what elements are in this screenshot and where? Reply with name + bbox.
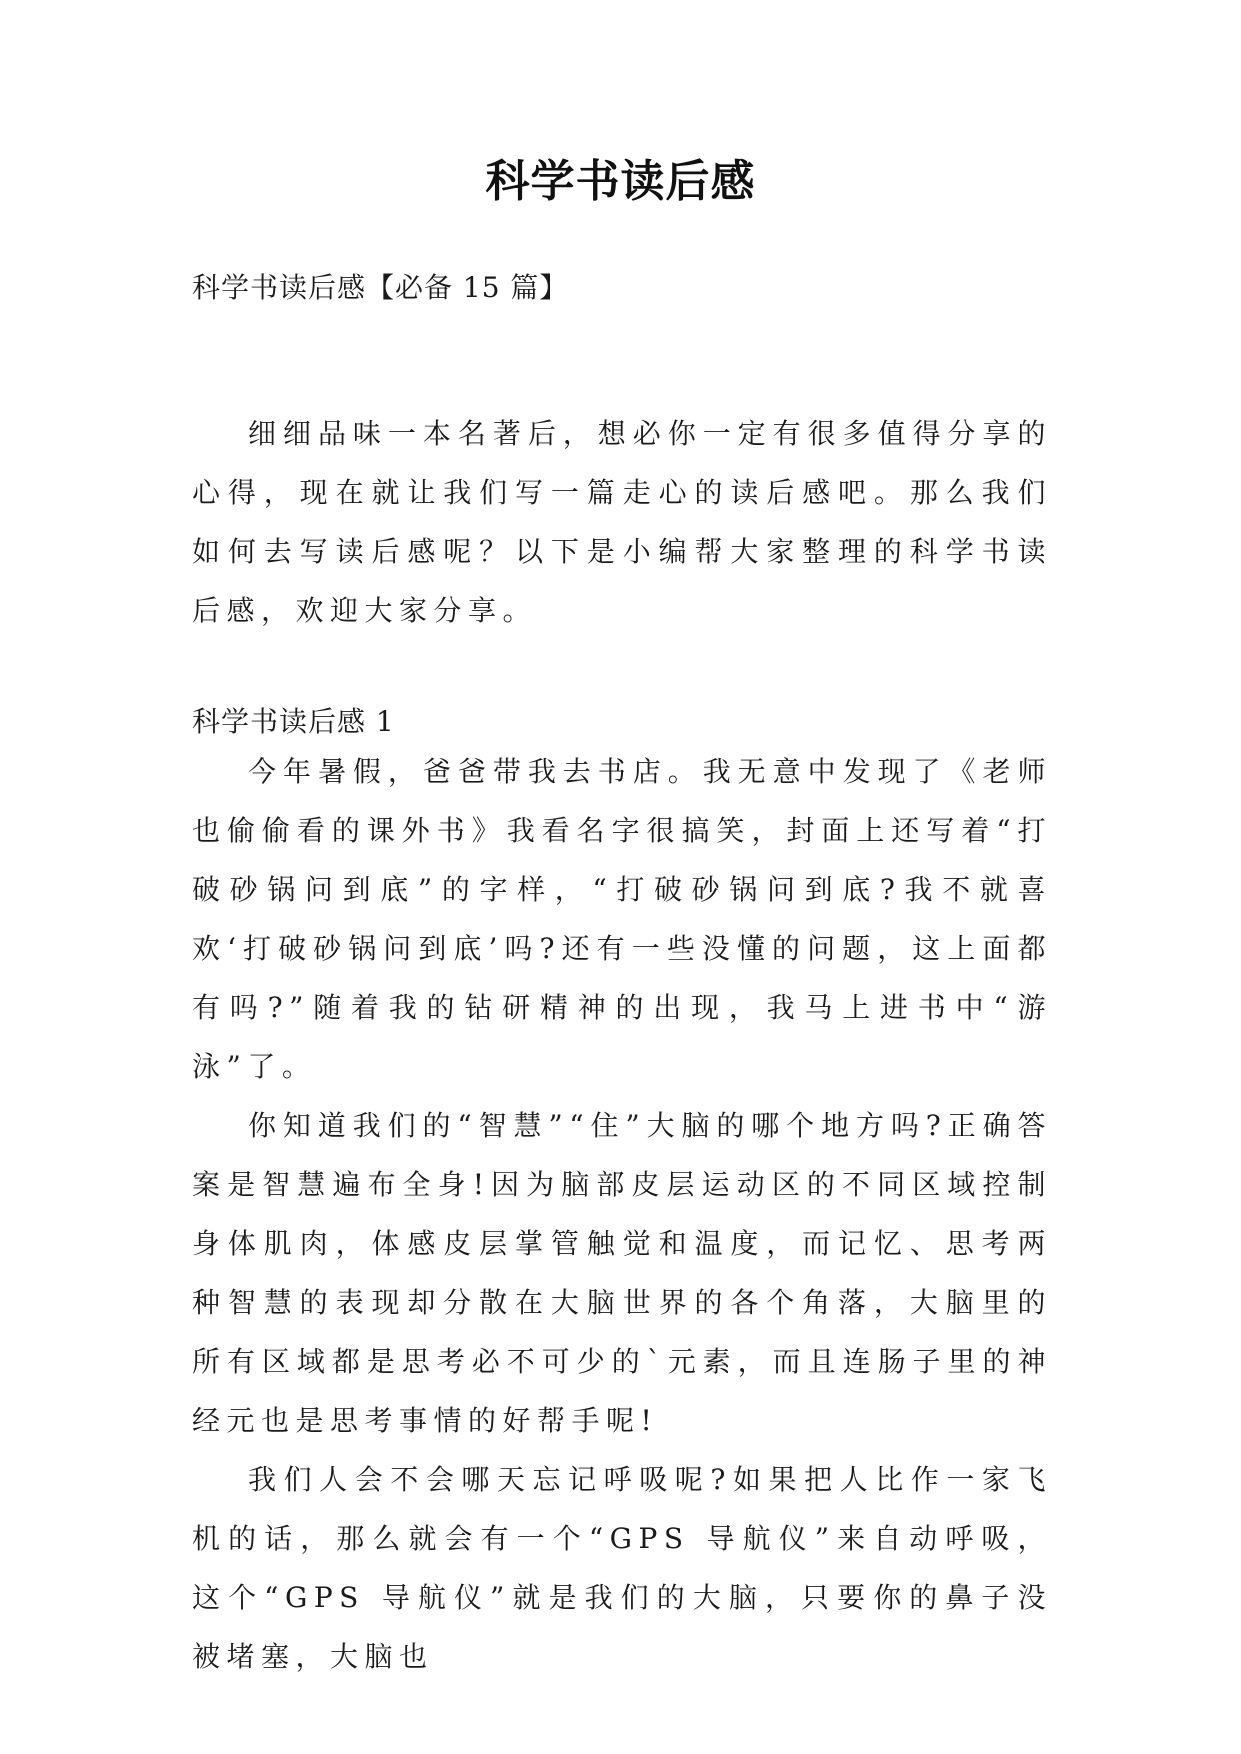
paragraph: 我们人会不会哪天忘记呼吸呢?如果把人比作一家飞机的话，那么就会有一个“GPS 导航仪”来自动呼吸，这个“GPS 导航仪”就是我们的大脑，只要你的鼻子没被堵塞，大脑也 <box>192 1463 1052 1673</box>
intro-paragraph: 细细品味一本名著后，想必你一定有很多值得分享的心得，现在就让我们写一篇走心的读后感吧。那么我们如何去写读后感呢？以下是小编帮大家整理的科学书读后感，欢迎大家分享。 <box>192 417 1052 627</box>
document-title: 科学书读后感 <box>485 156 756 207</box>
paragraph: 你知道我们的“智慧”“住”大脑的哪个地方吗?正确答案是智慧遍布全身!因为脑部皮层运动区的不同区域控制身体肌肉，体感皮层掌管触觉和温度，而记忆、思考两种智慧的表现却分散在大脑世界的各个角落，大脑里的所有区域都是思考必不可少的`元素，而且连肠子里的神经元也是思考事情的好帮手呢! <box>192 1109 1052 1437</box>
document-subtitle: 科学书读后感【必备 15 篇】 <box>192 271 569 304</box>
paragraph: 今年暑假，爸爸带我去书店。我无意中发现了《老师也偷偷看的课外书》我看名字很搞笑，封面上还写着“打破砂锅问到底”的字样，“打破砂锅问到底?我不就喜欢‘打破砂锅问到底’吗?还有一些没懂的问题，这上面都有吗?”随着我的钻研精神的出现，我马上进书中“游泳”了。 <box>192 755 1052 1083</box>
section-body <box>192 742 1052 1686</box>
intro-block <box>192 404 1052 640</box>
section-heading: 科学书读后感 1 <box>192 705 395 738</box>
